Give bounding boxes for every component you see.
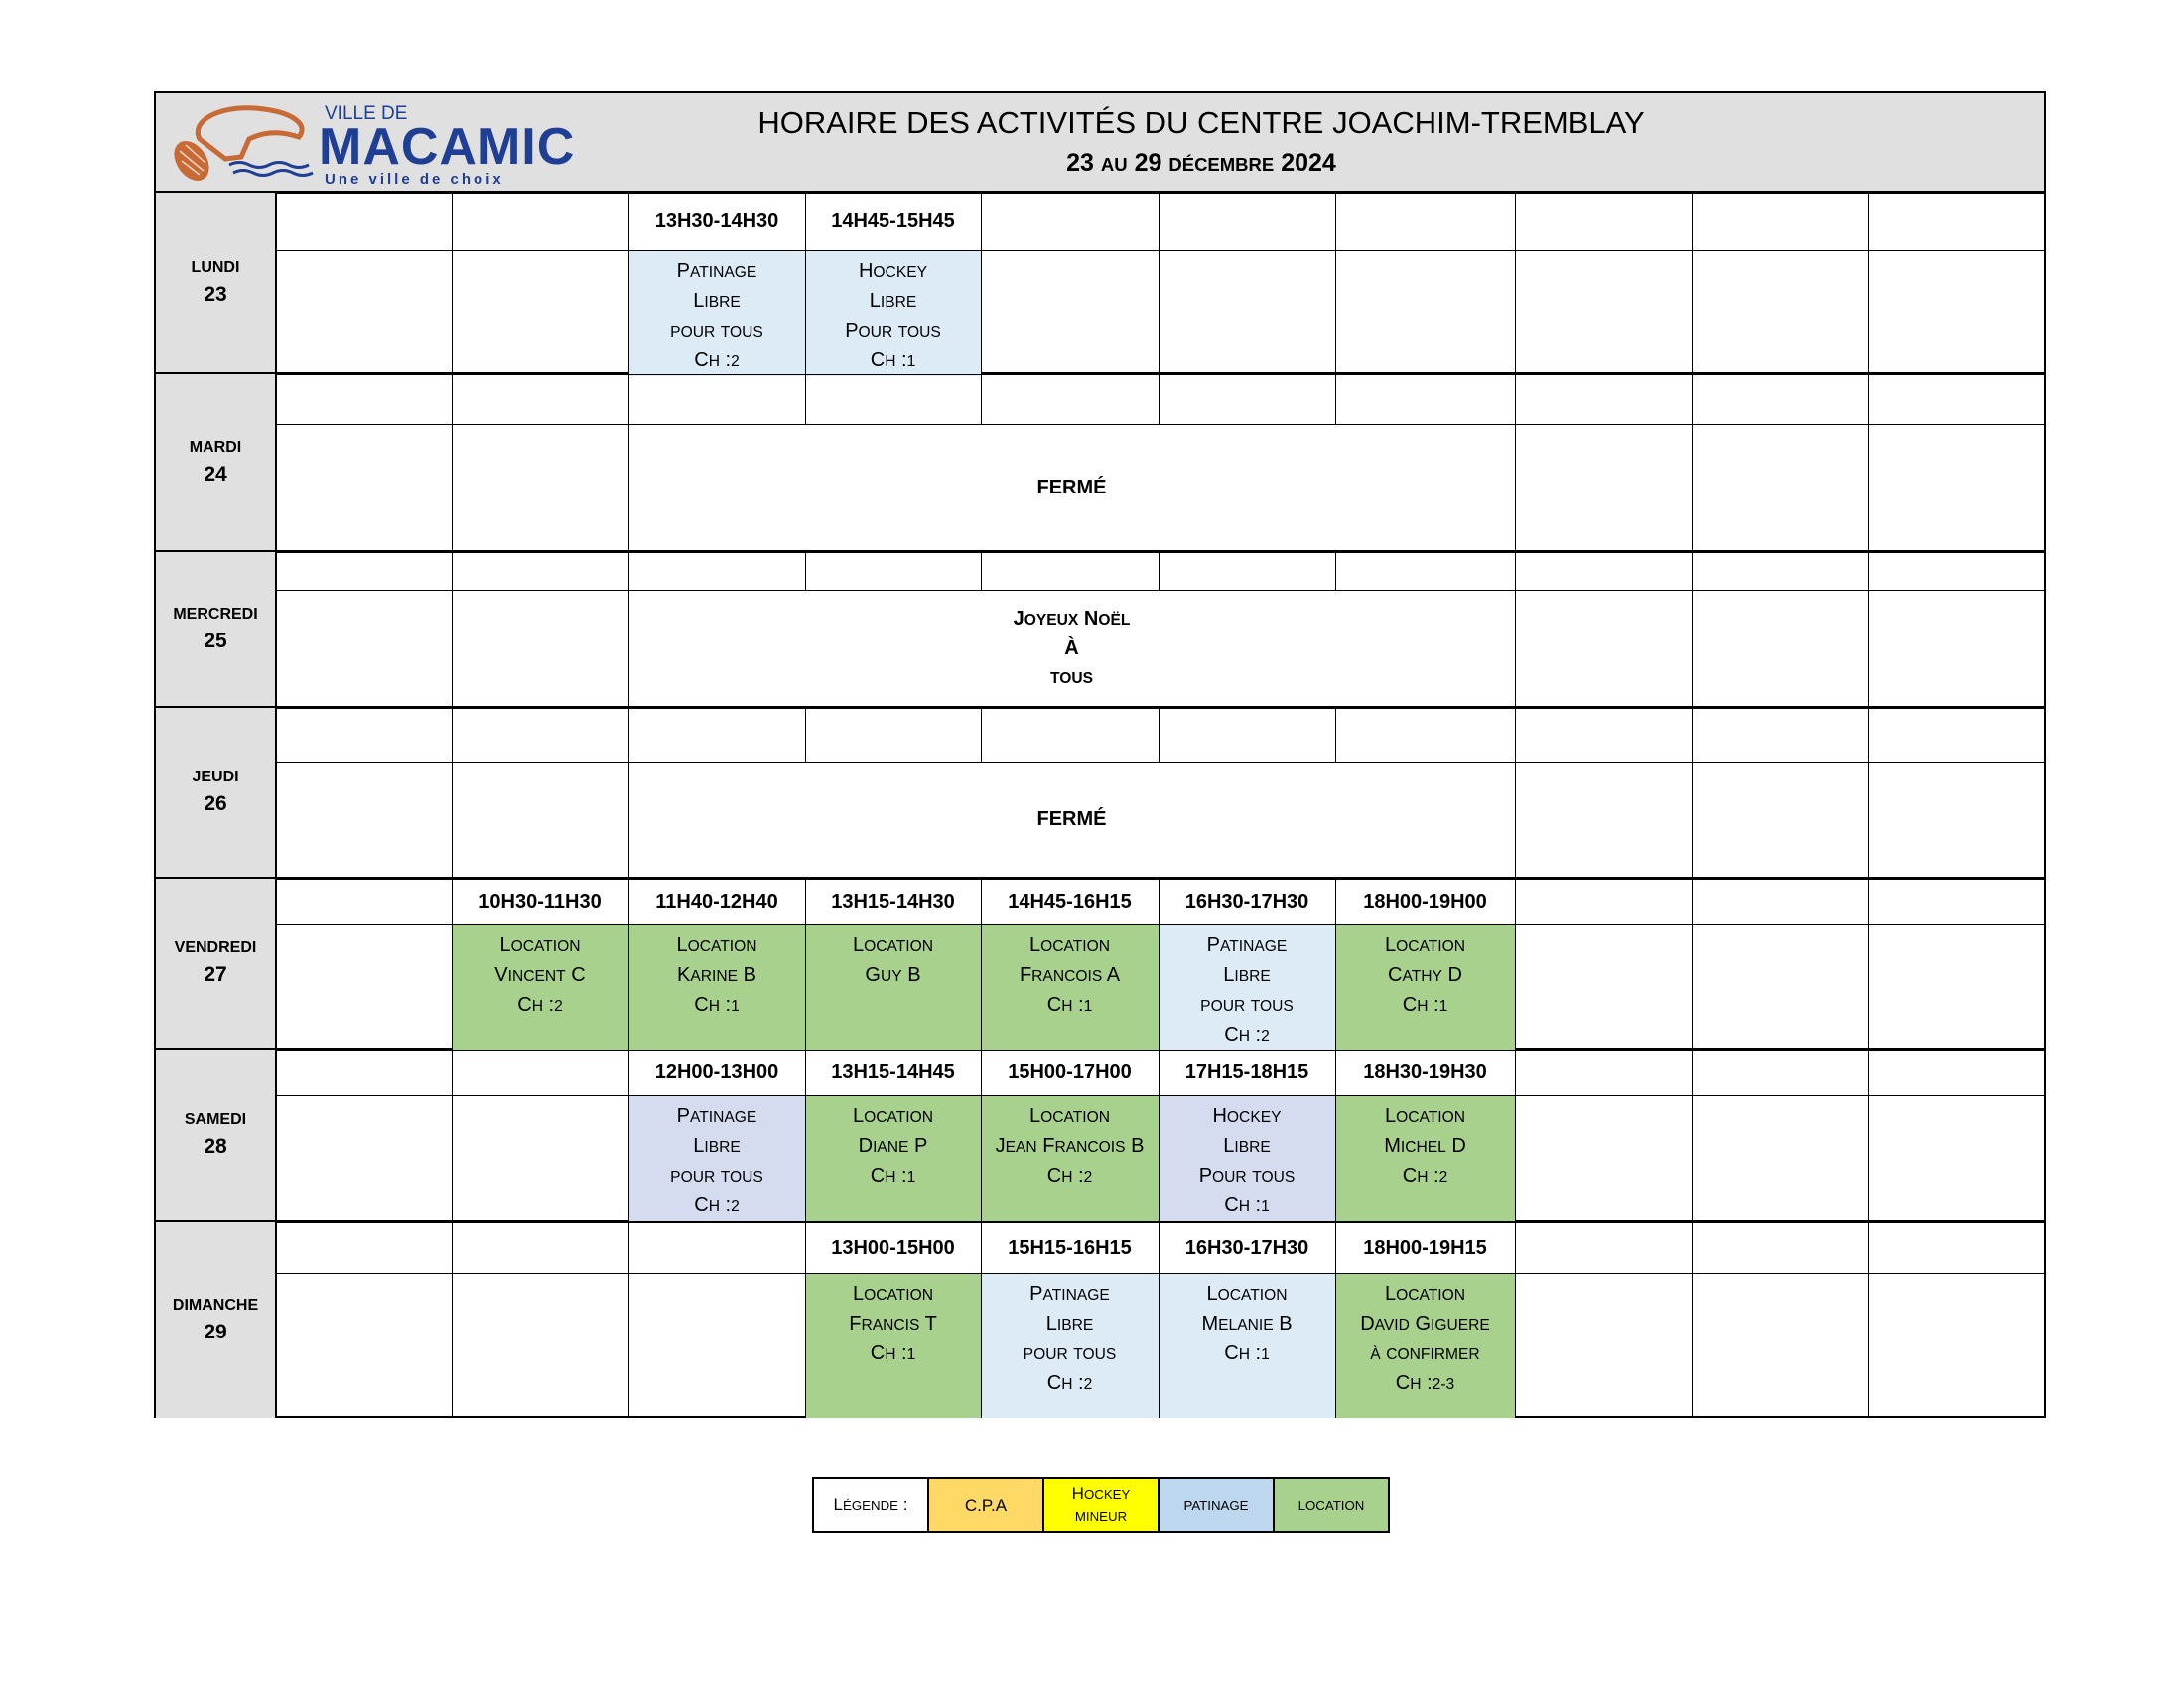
- time-slot: [1868, 553, 2046, 591]
- subtitle-au: AU: [1100, 154, 1128, 175]
- activity-cell: [805, 1274, 981, 1419]
- day-number: 24: [204, 462, 227, 486]
- logo-name: MACAMIC: [319, 118, 576, 176]
- legend-text: HOCKEY: [1071, 1484, 1131, 1503]
- day-row-lundi: [156, 193, 2044, 374]
- empty-cell: [1515, 251, 1692, 377]
- day-row-samedi: [156, 1050, 2044, 1222]
- time-slot: [1335, 709, 1515, 763]
- day-name: VENDREDI: [174, 939, 257, 956]
- activity-cell: [805, 251, 981, 377]
- activity-cell: [1159, 925, 1335, 1052]
- activity-cell: [805, 1096, 981, 1222]
- time-slot: [1868, 880, 2046, 925]
- time-slot: 14H45-15H45: [805, 194, 981, 251]
- activity-line: FRANCOIS A: [1019, 964, 1121, 986]
- notice-line: FERMÉ: [1036, 476, 1107, 498]
- activity-line: CH :2-3: [1395, 1372, 1455, 1394]
- day-grid: [277, 1050, 2046, 1221]
- holiday-message: [628, 591, 1515, 707]
- time-slot: [452, 1223, 628, 1274]
- activity-line: CH :2: [694, 350, 740, 371]
- time-slot: [1159, 375, 1335, 425]
- activity-cell: [981, 1274, 1159, 1419]
- notice-line: À: [1064, 636, 1079, 659]
- activity-line: JEAN FRANCOIS B: [995, 1135, 1145, 1157]
- activity-line: GUY B: [865, 964, 921, 986]
- time-slot: [805, 375, 981, 425]
- activity-line: PATINAGE: [1206, 934, 1288, 956]
- page-subtitle: [354, 149, 2048, 178]
- time-slot: 14H45-16H15: [981, 880, 1159, 925]
- time-slot: [981, 194, 1159, 251]
- activity-line: LOCATION: [1028, 1105, 1110, 1127]
- activity-line: MELANIE B: [1201, 1313, 1293, 1335]
- time-slot: [628, 1223, 805, 1274]
- time-slot: [1159, 553, 1335, 591]
- day-name: DIMANCHE: [172, 1296, 259, 1314]
- empty-cell: [1692, 925, 1868, 1052]
- time-slot: [1515, 194, 1692, 251]
- day-number: 27: [204, 963, 227, 986]
- activity-line: CH :2: [1402, 1165, 1448, 1187]
- day-grid: [277, 193, 2046, 376]
- day-label: [156, 193, 277, 372]
- legend-text: LOCATION: [1297, 1498, 1365, 1513]
- activity-line: VINCENT C: [494, 964, 586, 986]
- empty-cell: [1692, 425, 1868, 551]
- empty-cell: [1515, 763, 1692, 878]
- empty-cell: [452, 1096, 628, 1222]
- day-name: SAMEDI: [184, 1111, 247, 1128]
- page-title: HORAIRE DES ACTIVITÉS DU CENTRE JOACHIM-TREMBLAY: [757, 105, 1645, 140]
- time-slot: [1692, 194, 1868, 251]
- time-slot: [1515, 1051, 1692, 1096]
- time-slot: [277, 1051, 452, 1096]
- empty-cell: [1692, 591, 1868, 707]
- day-number: 26: [204, 792, 227, 815]
- day-grid: [277, 552, 2046, 706]
- time-slot: [452, 709, 628, 763]
- activity-line: CH :1: [1402, 994, 1448, 1016]
- time-slot: [1335, 375, 1515, 425]
- day-name: LUNDI: [191, 258, 240, 276]
- time-slot: [277, 375, 452, 425]
- time-slot: [1692, 1051, 1868, 1096]
- time-slot: [1868, 1051, 2046, 1096]
- activity-line: CH :1: [870, 1342, 916, 1364]
- legend-patinage: [1159, 1478, 1274, 1532]
- schedule-frame: [154, 91, 2046, 1418]
- time-slot: [1515, 709, 1692, 763]
- time-slot: [1515, 880, 1692, 925]
- activity-line: CH :1: [1046, 994, 1093, 1016]
- empty-cell: [1868, 925, 2046, 1052]
- activity-line: LOCATION: [676, 934, 757, 956]
- notice-line: FERMÉ: [1036, 808, 1107, 830]
- time-slot: [277, 194, 452, 251]
- time-slot: [1159, 194, 1335, 251]
- time-slot: [277, 553, 452, 591]
- activity-line: PATINAGE: [1029, 1283, 1110, 1305]
- empty-cell: [277, 1274, 452, 1419]
- empty-cell: [1868, 591, 2046, 707]
- activity-line: LIBRE: [693, 1135, 741, 1157]
- time-slot: 18H30-19H30: [1335, 1051, 1515, 1096]
- empty-cell: [452, 425, 628, 551]
- day-grid: [277, 374, 2046, 550]
- activity-line: LOCATION: [1206, 1283, 1288, 1305]
- activity-cell: [452, 925, 628, 1052]
- day-label: [156, 879, 277, 1048]
- time-slot: [1515, 553, 1692, 591]
- time-slot: 17H15-18H15: [1159, 1051, 1335, 1096]
- empty-cell: [628, 1274, 805, 1419]
- activity-line: PATINAGE: [676, 260, 757, 282]
- empty-cell: [1868, 251, 2046, 377]
- activity-line: FRANCIS T: [849, 1313, 937, 1335]
- activity-line: LOCATION: [1384, 1283, 1465, 1305]
- legend-text: PATINAGE: [1183, 1498, 1249, 1513]
- time-slot: [452, 553, 628, 591]
- time-slot: [981, 709, 1159, 763]
- activity-line: CH :2: [694, 1195, 740, 1216]
- time-slot: 11H40-12H40: [628, 880, 805, 925]
- time-slot: [452, 1051, 628, 1096]
- empty-cell: [1159, 251, 1335, 377]
- activity-cell: [628, 251, 805, 377]
- activity-line: POUR TOUS: [670, 324, 763, 341]
- activity-line: KARINE B: [677, 964, 756, 986]
- activity-line: POUR TOUS: [1023, 1346, 1117, 1363]
- closed-notice: [628, 425, 1515, 551]
- time-slot: [1335, 553, 1515, 591]
- empty-cell: [1868, 425, 2046, 551]
- empty-cell: [452, 1274, 628, 1419]
- time-slot: [628, 553, 805, 591]
- day-name: MERCREDI: [173, 605, 258, 623]
- empty-cell: [277, 925, 452, 1052]
- day-name: JEUDI: [192, 769, 239, 785]
- time-slot: [1868, 194, 2046, 251]
- time-slot: 13H15-14H45: [805, 1051, 981, 1096]
- day-label: [156, 374, 277, 550]
- time-slot: [1692, 553, 1868, 591]
- time-slot: [1692, 709, 1868, 763]
- empty-cell: [1692, 763, 1868, 878]
- activity-cell: [628, 925, 805, 1052]
- empty-cell: [1515, 1274, 1692, 1419]
- empty-cell: [1868, 1096, 2046, 1222]
- empty-cell: [452, 251, 628, 377]
- time-slot: 13H15-14H30: [805, 880, 981, 925]
- day-row-dimanche: [156, 1222, 2044, 1418]
- time-slot: 18H00-19H15: [1335, 1223, 1515, 1274]
- activity-line: À CONFIRMER: [1370, 1346, 1480, 1363]
- activity-line: CH :2: [517, 994, 563, 1016]
- empty-cell: [277, 763, 452, 878]
- day-number: 25: [204, 629, 227, 652]
- empty-cell: [1515, 1096, 1692, 1222]
- activity-line: CH :2: [1224, 1024, 1270, 1046]
- activity-line: [806, 991, 981, 1020]
- empty-cell: [1515, 425, 1692, 551]
- activity-line: CH :2: [1046, 1372, 1093, 1394]
- day-number: 23: [204, 282, 227, 306]
- time-slot: 16H30-17H30: [1159, 880, 1335, 925]
- activity-cell: [981, 1096, 1159, 1222]
- empty-cell: [1335, 251, 1515, 377]
- activity-line: LIBRE: [869, 290, 917, 312]
- time-slot: [277, 709, 452, 763]
- empty-cell: [1868, 1274, 2046, 1419]
- activity-line: DIANE P: [858, 1135, 928, 1157]
- time-slot: [805, 709, 981, 763]
- legend-location: [1274, 1478, 1389, 1532]
- activity-line: CH :1: [1224, 1342, 1270, 1364]
- time-slot: [1335, 194, 1515, 251]
- empty-cell: [1515, 591, 1692, 707]
- day-grid: [277, 879, 2046, 1051]
- activity-line: MICHEL D: [1384, 1135, 1466, 1157]
- activity-line: POUR TOUS: [1198, 1165, 1296, 1187]
- legend-cpa: [928, 1478, 1043, 1532]
- empty-cell: [981, 251, 1159, 377]
- activity-line: CH :1: [1224, 1195, 1270, 1216]
- notice-line: JOYEUX NOËL: [1013, 607, 1131, 630]
- activity-line: LIBRE: [1223, 1135, 1271, 1157]
- activity-line: POUR TOUS: [670, 1169, 763, 1186]
- subtitle-year: 2024: [1281, 149, 1336, 177]
- day-grid: [277, 1222, 2046, 1418]
- day-grid: [277, 708, 2046, 877]
- activity-line: LOCATION: [1384, 1105, 1465, 1127]
- activity-line: CATHY D: [1388, 964, 1462, 986]
- time-slot: [805, 553, 981, 591]
- time-slot: [981, 553, 1159, 591]
- time-slot: [1159, 709, 1335, 763]
- logo-slogan: Une ville de choix: [325, 171, 504, 188]
- time-slot: [1868, 375, 2046, 425]
- legend: [812, 1477, 1390, 1533]
- legend-text: MINEUR: [1074, 1509, 1128, 1524]
- activity-cell: [1159, 1274, 1335, 1419]
- subtitle-end-day: 29: [1134, 149, 1162, 177]
- time-slot: 13H00-15H00: [805, 1223, 981, 1274]
- activity-line: LOCATION: [852, 934, 933, 956]
- activity-cell: [1159, 1096, 1335, 1222]
- time-slot: 13H30-14H30: [628, 194, 805, 251]
- time-slot: [452, 375, 628, 425]
- legend-label: LÉGENDE :: [813, 1478, 928, 1532]
- time-slot: [1692, 1223, 1868, 1274]
- time-slot: [1868, 1223, 2046, 1274]
- empty-cell: [1868, 763, 2046, 878]
- empty-cell: [452, 763, 628, 878]
- empty-cell: [1692, 1096, 1868, 1222]
- activity-line: LIBRE: [1223, 964, 1271, 986]
- activity-line: LOCATION: [852, 1105, 933, 1127]
- activity-line: LOCATION: [1384, 934, 1465, 956]
- legend-hockey-mineur: [1043, 1478, 1159, 1532]
- empty-cell: [452, 591, 628, 707]
- time-slot: [1868, 709, 2046, 763]
- time-slot: 10H30-11H30: [452, 880, 628, 925]
- empty-cell: [1692, 251, 1868, 377]
- time-slot: [981, 375, 1159, 425]
- day-row-jeudi: [156, 708, 2044, 879]
- logo-top-text: VILLE DE: [325, 103, 408, 124]
- day-label: [156, 1050, 277, 1220]
- time-slot: [1515, 375, 1692, 425]
- activity-line: PATINAGE: [676, 1105, 757, 1127]
- day-number: 28: [204, 1135, 227, 1158]
- time-slot: [277, 1223, 452, 1274]
- day-row-vendredi: [156, 879, 2044, 1050]
- closed-notice: [628, 763, 1515, 878]
- activity-line: CH :1: [694, 994, 740, 1016]
- activity-cell: [1335, 1274, 1515, 1419]
- activity-line: LOCATION: [1028, 934, 1110, 956]
- empty-cell: [1515, 925, 1692, 1052]
- time-slot: [1515, 1223, 1692, 1274]
- activity-line: HOCKEY: [1212, 1105, 1282, 1127]
- empty-cell: [277, 591, 452, 707]
- time-slot: 15H00-17H00: [981, 1051, 1159, 1096]
- activity-line: POUR TOUS: [845, 320, 941, 342]
- day-name: MARDI: [189, 438, 242, 456]
- activity-line: POUR TOUS: [1200, 998, 1294, 1015]
- time-slot: [1692, 880, 1868, 925]
- empty-cell: [277, 251, 452, 377]
- time-slot: [277, 880, 452, 925]
- time-slot: [452, 194, 628, 251]
- activity-cell: [628, 1096, 805, 1222]
- activity-line: LIBRE: [1045, 1313, 1094, 1335]
- activity-line: HOCKEY: [858, 260, 928, 282]
- subtitle-start-day: 23: [1066, 149, 1094, 177]
- activity-cell: [981, 925, 1159, 1052]
- day-row-mercredi: [156, 552, 2044, 708]
- time-slot: 15H15-16H15: [981, 1223, 1159, 1274]
- activity-line: LOCATION: [852, 1283, 933, 1305]
- time-slot: [628, 709, 805, 763]
- day-label: [156, 552, 277, 706]
- activity-line: LIBRE: [693, 290, 741, 312]
- schedule-header: [156, 93, 2044, 193]
- activity-cell: [805, 925, 981, 1052]
- day-label: [156, 1222, 277, 1418]
- subtitle-month: DÉCEMBRE: [1168, 154, 1275, 175]
- empty-cell: [1692, 1274, 1868, 1419]
- activity-line: LOCATION: [499, 934, 581, 956]
- time-slot: 18H00-19H00: [1335, 880, 1515, 925]
- time-slot: 12H00-13H00: [628, 1051, 805, 1096]
- empty-cell: [277, 1096, 452, 1222]
- legend-text: C.P.A: [964, 1495, 1008, 1515]
- beaver-logo-icon: [170, 99, 319, 187]
- activity-cell: [1335, 1096, 1515, 1222]
- activity-line: DAVID GIGUERE: [1360, 1313, 1490, 1335]
- activity-line: CH :2: [1046, 1165, 1093, 1187]
- empty-cell: [277, 425, 452, 551]
- activity-line: CH :1: [870, 350, 916, 371]
- activity-line: CH :1: [870, 1165, 916, 1187]
- day-label: [156, 708, 277, 877]
- day-row-mardi: [156, 374, 2044, 552]
- day-number: 29: [204, 1320, 227, 1343]
- time-slot: 16H30-17H30: [1159, 1223, 1335, 1274]
- activity-cell: [1335, 925, 1515, 1052]
- time-slot: [628, 375, 805, 425]
- time-slot: [1692, 375, 1868, 425]
- notice-line: TOUS: [1049, 669, 1094, 687]
